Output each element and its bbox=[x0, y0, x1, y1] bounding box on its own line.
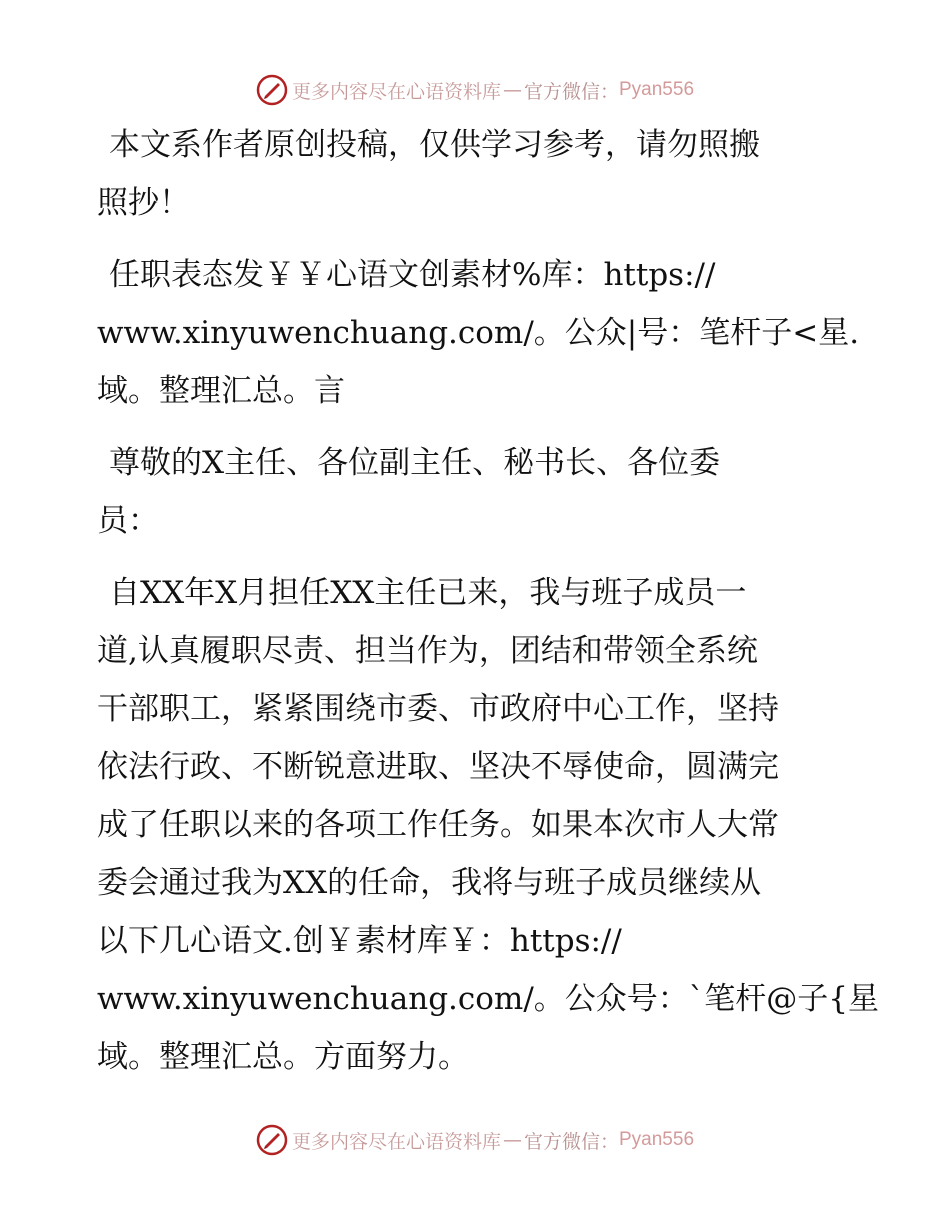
banner-dash: — bbox=[502, 79, 522, 101]
paragraph-body bbox=[97, 564, 879, 1086]
pen-logo-icon bbox=[256, 74, 288, 106]
text-line: www.xinyuwenchuang.com/。公众号：`笔杆@子{星 bbox=[97, 981, 879, 1017]
document-body bbox=[97, 116, 879, 1100]
paragraph-disclaimer bbox=[97, 116, 857, 232]
footer-banner bbox=[0, 1120, 950, 1160]
text-line: 任职表态发￥￥心语文创素材%库：https:// bbox=[109, 257, 716, 293]
text-line: 自XX年X月担任XX主任已来，我与班子成员一 bbox=[109, 575, 747, 611]
text-line: 域。整理汇总。方面努力。 bbox=[97, 1039, 469, 1075]
paragraph-salutation bbox=[97, 434, 857, 550]
text-line: 域。整理汇总。言 bbox=[97, 373, 345, 409]
pen-logo-icon bbox=[256, 1124, 288, 1156]
text-line: 尊敬的X主任、各位副主任、秘书长、各位委 bbox=[109, 445, 721, 481]
text-line: www.xinyuwenchuang.com/。公众|号：笔杆子<星. bbox=[97, 315, 860, 351]
banner-text: 更多内容尽在心语资料库 bbox=[291, 1130, 501, 1153]
paragraph-source bbox=[97, 246, 860, 420]
banner-wechat-id: Pyan556 bbox=[619, 79, 695, 100]
text-line: 依法行政、不断锐意进取、坚决不辱使命，圆满完 bbox=[97, 749, 779, 785]
text-line: 照抄！ bbox=[97, 185, 190, 221]
text-line: 干部职工，紧紧围绕市委、市政府中心工作，坚持 bbox=[97, 691, 779, 727]
header-banner bbox=[0, 70, 950, 110]
text-line: 员： bbox=[97, 503, 159, 539]
banner-text: 更多内容尽在心语资料库 bbox=[291, 80, 501, 103]
banner-dash: — bbox=[502, 1129, 522, 1151]
text-line: 以下几心语文.创￥素材库￥：https:// bbox=[97, 923, 622, 959]
banner-wechat-label: 官方微信： bbox=[523, 80, 619, 103]
text-line: 本文系作者原创投稿，仅供学习参考，请勿照搬 bbox=[109, 127, 760, 163]
banner-wechat-id: Pyan556 bbox=[619, 1129, 695, 1150]
text-line: 成了任职以来的各项工作任务。如果本次市人大常 bbox=[97, 807, 779, 843]
text-line: 道,认真履职尽责、担当作为，团结和带领全系统 bbox=[97, 633, 758, 669]
banner-wechat-label: 官方微信： bbox=[523, 1130, 619, 1153]
text-line: 委会通过我为XX的任命，我将与班子成员继续从 bbox=[97, 865, 762, 901]
